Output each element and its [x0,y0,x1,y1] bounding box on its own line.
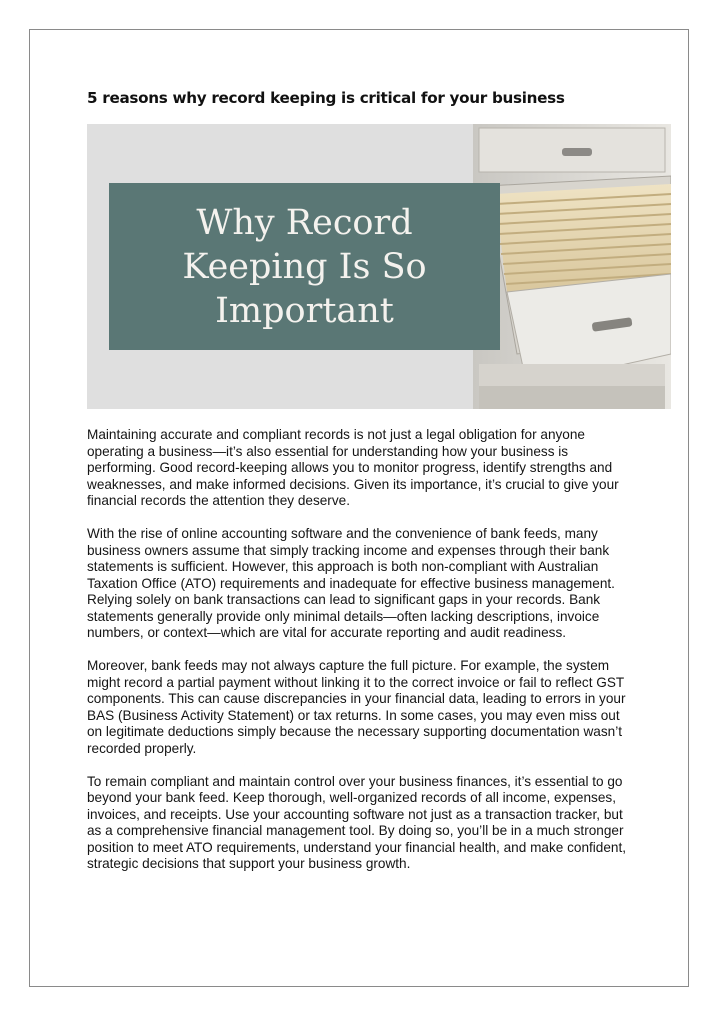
hero-image [87,124,671,409]
paragraph-1: Maintaining accurate and compliant records is not just a legal obligation for anyone operating a business—it’s also essential for understanding how your business is performing. Good record-keeping allows you to monitor progress, identify strengths and weaknesses, and make informed decisions. Given its importance, it’s crucial to give your financial records the attention they deserve. [87,427,619,508]
hero-heading-panel [109,183,500,350]
hero-heading-line-3: Important [215,290,394,331]
paragraph-4: To remain compliant and maintain control over your business finances, it’s essential to go beyond your bank feed. Keep thorough, well-organized records of all income, expenses, invoices, and receipts. Use your accounting software not just as a transaction tracker, but as a comprehensive financial management tool. By doing so, you’ll be in a much stronger position to meet ATO requirements, understand your financial health, and make confident, strategic decisions that support your business growth. [87,773,627,871]
hero-heading-line-1: Why Record [196,202,413,243]
paragraph-3: Moreover, bank feeds may not always capture the full picture. For example, the system might record a partial payment without linking it to the correct invoice or fail to reflect GST components. This can cause discrepancies in your financial data, leading to errors in your BAS (Business Activity Statement) or tax returns. In some cases, you may even miss out on legitimate deductions simply because the necessary supporting documentation wasn’t recorded properly. [87,658,626,756]
article-body [87,427,635,889]
hero-heading-line-2: Keeping Is So [182,246,427,287]
paragraph-2: With the rise of online accounting software and the convenience of bank feeds, many business owners assume that simply tracking income and expenses through their bank statements is sufficient. However, this approach is both non-compliant with Australian Taxation Office (ATO) requirements and inadequate for effective business management. Relying solely on bank transactions can lead to significant gaps in your records. Bank statements generally provide only minimal details—often lacking descriptions, invoice numbers, or context—which are vital for accurate reporting and audit readiness. [87,526,615,640]
page-title: 5 reasons why record keeping is critical for your business [87,89,565,107]
